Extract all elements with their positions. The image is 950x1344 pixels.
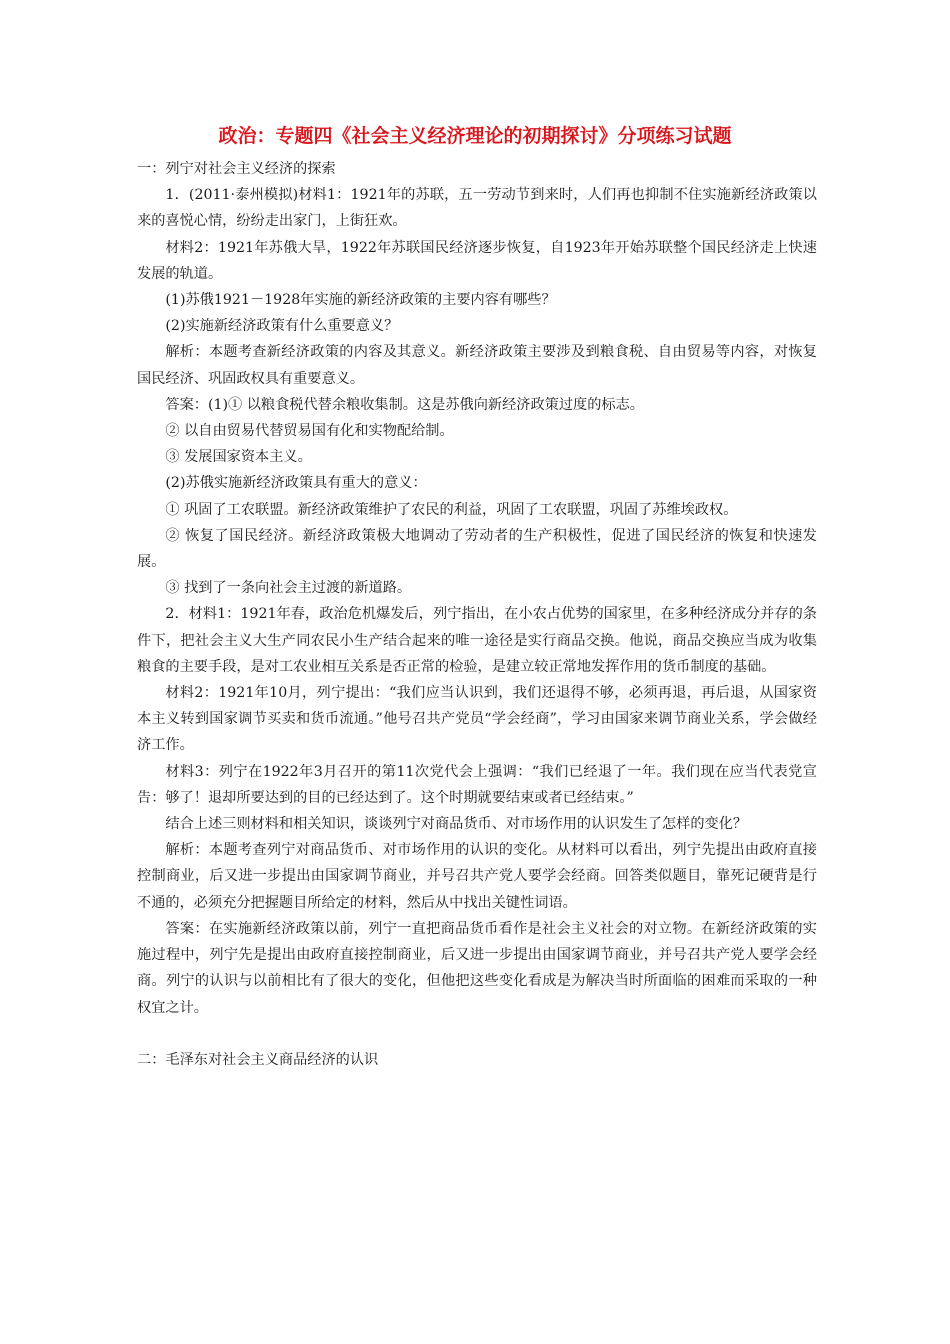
- answer-part-2: (2)苏俄实施新经济政策具有重大的意义：: [165, 475, 427, 492]
- section-gap: [137, 1021, 817, 1047]
- question-1-analysis: 解析：本题考查新经济政策的内容及其意义。新经济政策主要涉及到粮食税、自由贸易等内容，对恢复国民经济、巩固政权具有重要意义。: [137, 344, 817, 387]
- answer-point: ① 巩固了工农联盟。新经济政策维护了农民的利益，巩固了工农联盟，巩固了苏维埃政权。: [165, 501, 738, 518]
- question-1-answer: 答案：(1)① 以粮食税代替余粮收集制。这是苏俄向新经济政策过度的标志。: [165, 396, 644, 413]
- question-1-material-1: 1．(2011·泰州模拟)材料1：1921年的苏联，五一劳动节到来时，人们再也抑制不住实施新经济政策以来的喜悦心情，纷纷走出家门，上街狂欢。: [137, 187, 817, 230]
- question-2-material-2: 材料2：1921年10月，列宁提出：“我们应当认识到，我们还退得不够，必须再退，再后退，从国家资本主义转到国家调节买卖和货币流通。”他号召共产党员“学会经商”，学习由国家来调节商业关系，学会做经济工作。: [137, 685, 817, 754]
- question-2-prompt: 结合上述三则材料和相关知识，谈谈列宁对商品货币、对市场作用的认识发生了怎样的变化？: [165, 816, 748, 833]
- section-heading: 二：毛泽东对社会主义商品经济的认识: [137, 1051, 379, 1068]
- question-2-material-3: 材料3：列宁在1922年3月召开的第11次党代会上强调：“我们已经退了一年。我们现在应当代表党宣告：够了！退却所要达到的目的已经达到了。这个时期就要结束或者已经结束。”: [137, 763, 817, 806]
- question-1-part-2: (2)实施新经济政策有什么重要意义？: [165, 318, 399, 335]
- answer-point: ② 以自由贸易代替贸易国有化和实物配给制。: [165, 423, 454, 440]
- question-1-part-1: (1)苏俄1921－1928年实施的新经济政策的主要内容有哪些？: [165, 292, 556, 309]
- answer-point: ② 恢复了国民经济。新经济政策极大地调动了劳动者的生产积极性，促进了国民经济的恢复和快速发展。: [137, 527, 817, 571]
- question-2-analysis: 解析：本题考查列宁对商品货币、对市场作用的认识的变化。从材料可以看出，列宁先提出由政府直接控制商业，后又进一步提出由国家调节商业，并号召共产党人要学会经商。回答类似题目，靠死记硬背是行不通的，必须充分把握题目所给定的材料，然后从中找出关键性词语。: [137, 842, 817, 911]
- section-heading: 一：列宁对社会主义经济的探索: [137, 161, 336, 177]
- question-1-material-2: 材料2：1921年苏俄大旱，1922年苏联国民经济逐步恢复，自1923年开始苏联整个国民经济走上快速发展的轨道。: [137, 239, 817, 282]
- answer-point: ③ 找到了一条向社会主过渡的新道路。: [165, 580, 412, 597]
- document-title: 政治：专题四《社会主义经济理论的初期探讨》分项练习试题: [218, 125, 732, 147]
- document-body: [137, 156, 817, 1073]
- question-2-material-1: 2．材料1：1921年春，政治危机爆发后，列宁指出，在小农占优势的国家里，在多种经济成分并存的条件下，把社会主义大生产同农民小生产结合起来的唯一途径是实行商品交换。他说，商品交换应当成为收集粮食的主要手段，是对工农业相互关系是否正常的检验，是建立较正常地发挥作用的货币制度的基础。: [137, 606, 817, 675]
- question-2-answer: 答案：在实施新经济政策以前，列宁一直把商品货币看作是社会主义社会的对立物。在新经济政策的实施过程中，列宁先是提出由政府直接控制商业，后又进一步提出由国家调节商业，并号召共产党人要学会经商。列宁的认识与以前相比有了很大的变化，但他把这些变化看成是为解决当时所面临的困难而采取的一种权宜之计。: [137, 920, 817, 1016]
- answer-point: ③ 发展国家资本主义。: [165, 449, 312, 466]
